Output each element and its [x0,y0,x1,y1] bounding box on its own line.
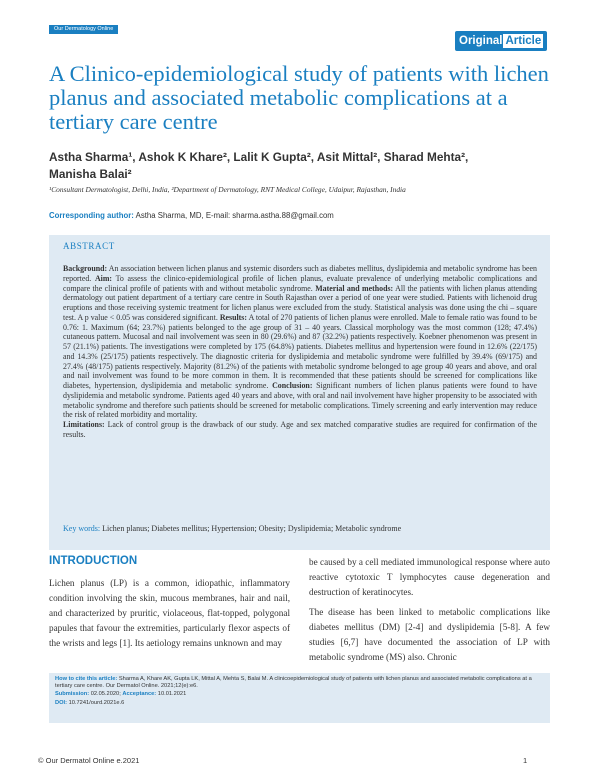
intro-column-1: Lichen planus (LP) is a common, idiopathic, inflammatory condition involving the skin, mucous membranes, hair and nail, and characterized by pruritic, violaceous, flat-topped, polygonal papules that favour the extremities, particularly flexor aspects of the wrists and legs [1]. Its aetiology remains unknown and may [49,578,290,648]
background-text: An association between lichen planus and systemic disorders such as diabetes mellitus, dyslipidemia and metabolic syndrome has been reported. [63,264,537,283]
corresponding-author-label: Corresponding author: [49,211,134,220]
footer-copyright: © Our Dermatol Online e.2021 [38,756,140,765]
doi-link[interactable]: 10.7241/ourd.2021e.6 [68,699,125,706]
article-type-badge [455,31,547,51]
aim-label: Aim: [94,273,113,283]
author-list [49,149,549,183]
doi-info [49,699,550,707]
conclusion-label: Conclusion: [272,381,313,390]
intro-column-2-paragraph-1: be caused by a cell mediated immunological response where auto reactive cytotoxic T lymphocytes cause degeneration and destruction of keratinocytes. [309,557,550,597]
intro-column-2-paragraph-2: The disease has been linked to metabolic complications like diabetes mellitus (DM) [2-4] and dyslipidemia [5-8]. A few studies [6,7] have documented the association of LP with metabolic syndrome (MS) also. Chronic [309,607,550,662]
abstract-body [63,264,537,440]
corresponding-author-text: Astha Sharma, MD, E-mail: sharma.astha.88@gmail.com [135,211,334,220]
authors-line-1: Astha Sharma¹, Ashok K Khare², Lalit K Gupta², Asit Mittal², Sharad Mehta², [49,150,469,164]
submission-label: Submission: [55,691,90,698]
doi-label: DOI: [55,699,68,706]
abstract-heading: ABSTRACT [63,241,115,251]
methods-text: All the patients with lichen planus attending dermatology out patient department of a tertiary care centre in South Rajasthan over a period of one year were studied. Patients with lichenoid drug eruptions and those receiving systemic treatment for lichen planus were excluded from the study. Statistical analysis was done using the chi – square test. A p value < 0.05 was considered significant. [63,283,537,322]
keywords-text: Lichen planus; Diabetes mellitus; Hypertension; Obesity; Dyslipidemia; Metabolic syndrome [102,524,402,533]
affiliations: ¹Consultant Dermatologist, Delhi, India, ²Department of Dermatology, RNT Medical College, Udaipur, Rajasthan, India [49,185,406,194]
results-label: Results: [219,312,247,322]
submission-info [49,690,550,698]
journal-name-tab: Our Dermatology Online [49,25,118,34]
corresponding-author [49,211,549,220]
background-label: Background: [63,264,108,273]
page-number: 1 [523,756,528,765]
conclusion-text: Significant numbers of lichen planus patients were found to have dyslipidemia and metabolic syndrome. Patients aged 40 years and above, with oral and nail involvement have higher propensity to be associated with metabolic syndrome and therefore such patients should be screened for metabolic complications. Timely screening and early intervention may reduce the risk of related morbidity and mortality. [63,381,537,420]
methods-label: Material and methods: [315,283,394,293]
submission-date: 02.05.2020; [90,691,121,698]
limitations-text: Lack of control group is the drawback of our study. Age and sex matched comparative studies are required for confirmation of the results. [63,420,537,439]
citation-panel [49,673,550,723]
acceptance-label: Acceptance: [122,691,157,698]
introduction-heading: INTRODUCTION [49,555,138,567]
cite-info [49,673,550,690]
aim-text: To assess the clinico-epidemiological profile of lichen planus, evaluate prevalence of underlying metabolic complications and compare the clinical profile of patients with and without metabolic syndrome. [63,273,537,293]
acceptance-date: 10.01.2021 [157,691,187,698]
keywords [63,524,537,533]
cite-text: Sharma A, Khare AK, Gupta LK, Mittal A, Mehta S, Balai M. A clinicoepidemiological study of patients with lichen planus and associated metabolic complications at a tertiary care centre. Our Dermatol Online. 2021;12(e):e6. [55,676,532,690]
limitations-label: Limitations: [63,420,105,429]
badge-word-original: Original [459,35,503,47]
keywords-label: Key words: [63,524,101,533]
badge-word-article: Article [505,35,542,47]
cite-label: How to cite this article: [55,676,118,682]
authors-line-2: Manisha Balai² [49,167,132,181]
article-title: A Clinico-epidemiological study of patients with lichen planus and associated metabolic complications at a tertiary care centre [49,61,549,134]
results-text: A total of 270 patients of lichen planus were enrolled. Male to female ratio was found to be 0.76: 1. Maximum (64; 23.7%) patients belonged to the age group of 31 – 40 years. Classical morphology was the most common (128; 47.4%) cutaneous pattern. Mucosal and nail involvement was seen in 80 (29.6%) and 87 (32.2%) patients respectively. Koebner phenomenon was present in 57 (21.1%) patients. The investigations were completed by 175 (64.8%) patients. Diabetes mellitus and hypertension were found in 12.6% (22/175) and 14.3% (25/175) patients respectively. The diagnostic criteria for dyslipidemia and metabolic syndrome were fulfilled by 39.4% (69/175) and 27.4% (48/175) patients respectively. Majority (81.2%) of the patients with metabolic syndrome belonged to age group 40 years and above, and oral and nail involvement was found to be more common in them. It is recommended that these patients should be screened for complications like diabetes, hypertension, dyslipidemia and metabolic syndrome. [63,312,537,390]
